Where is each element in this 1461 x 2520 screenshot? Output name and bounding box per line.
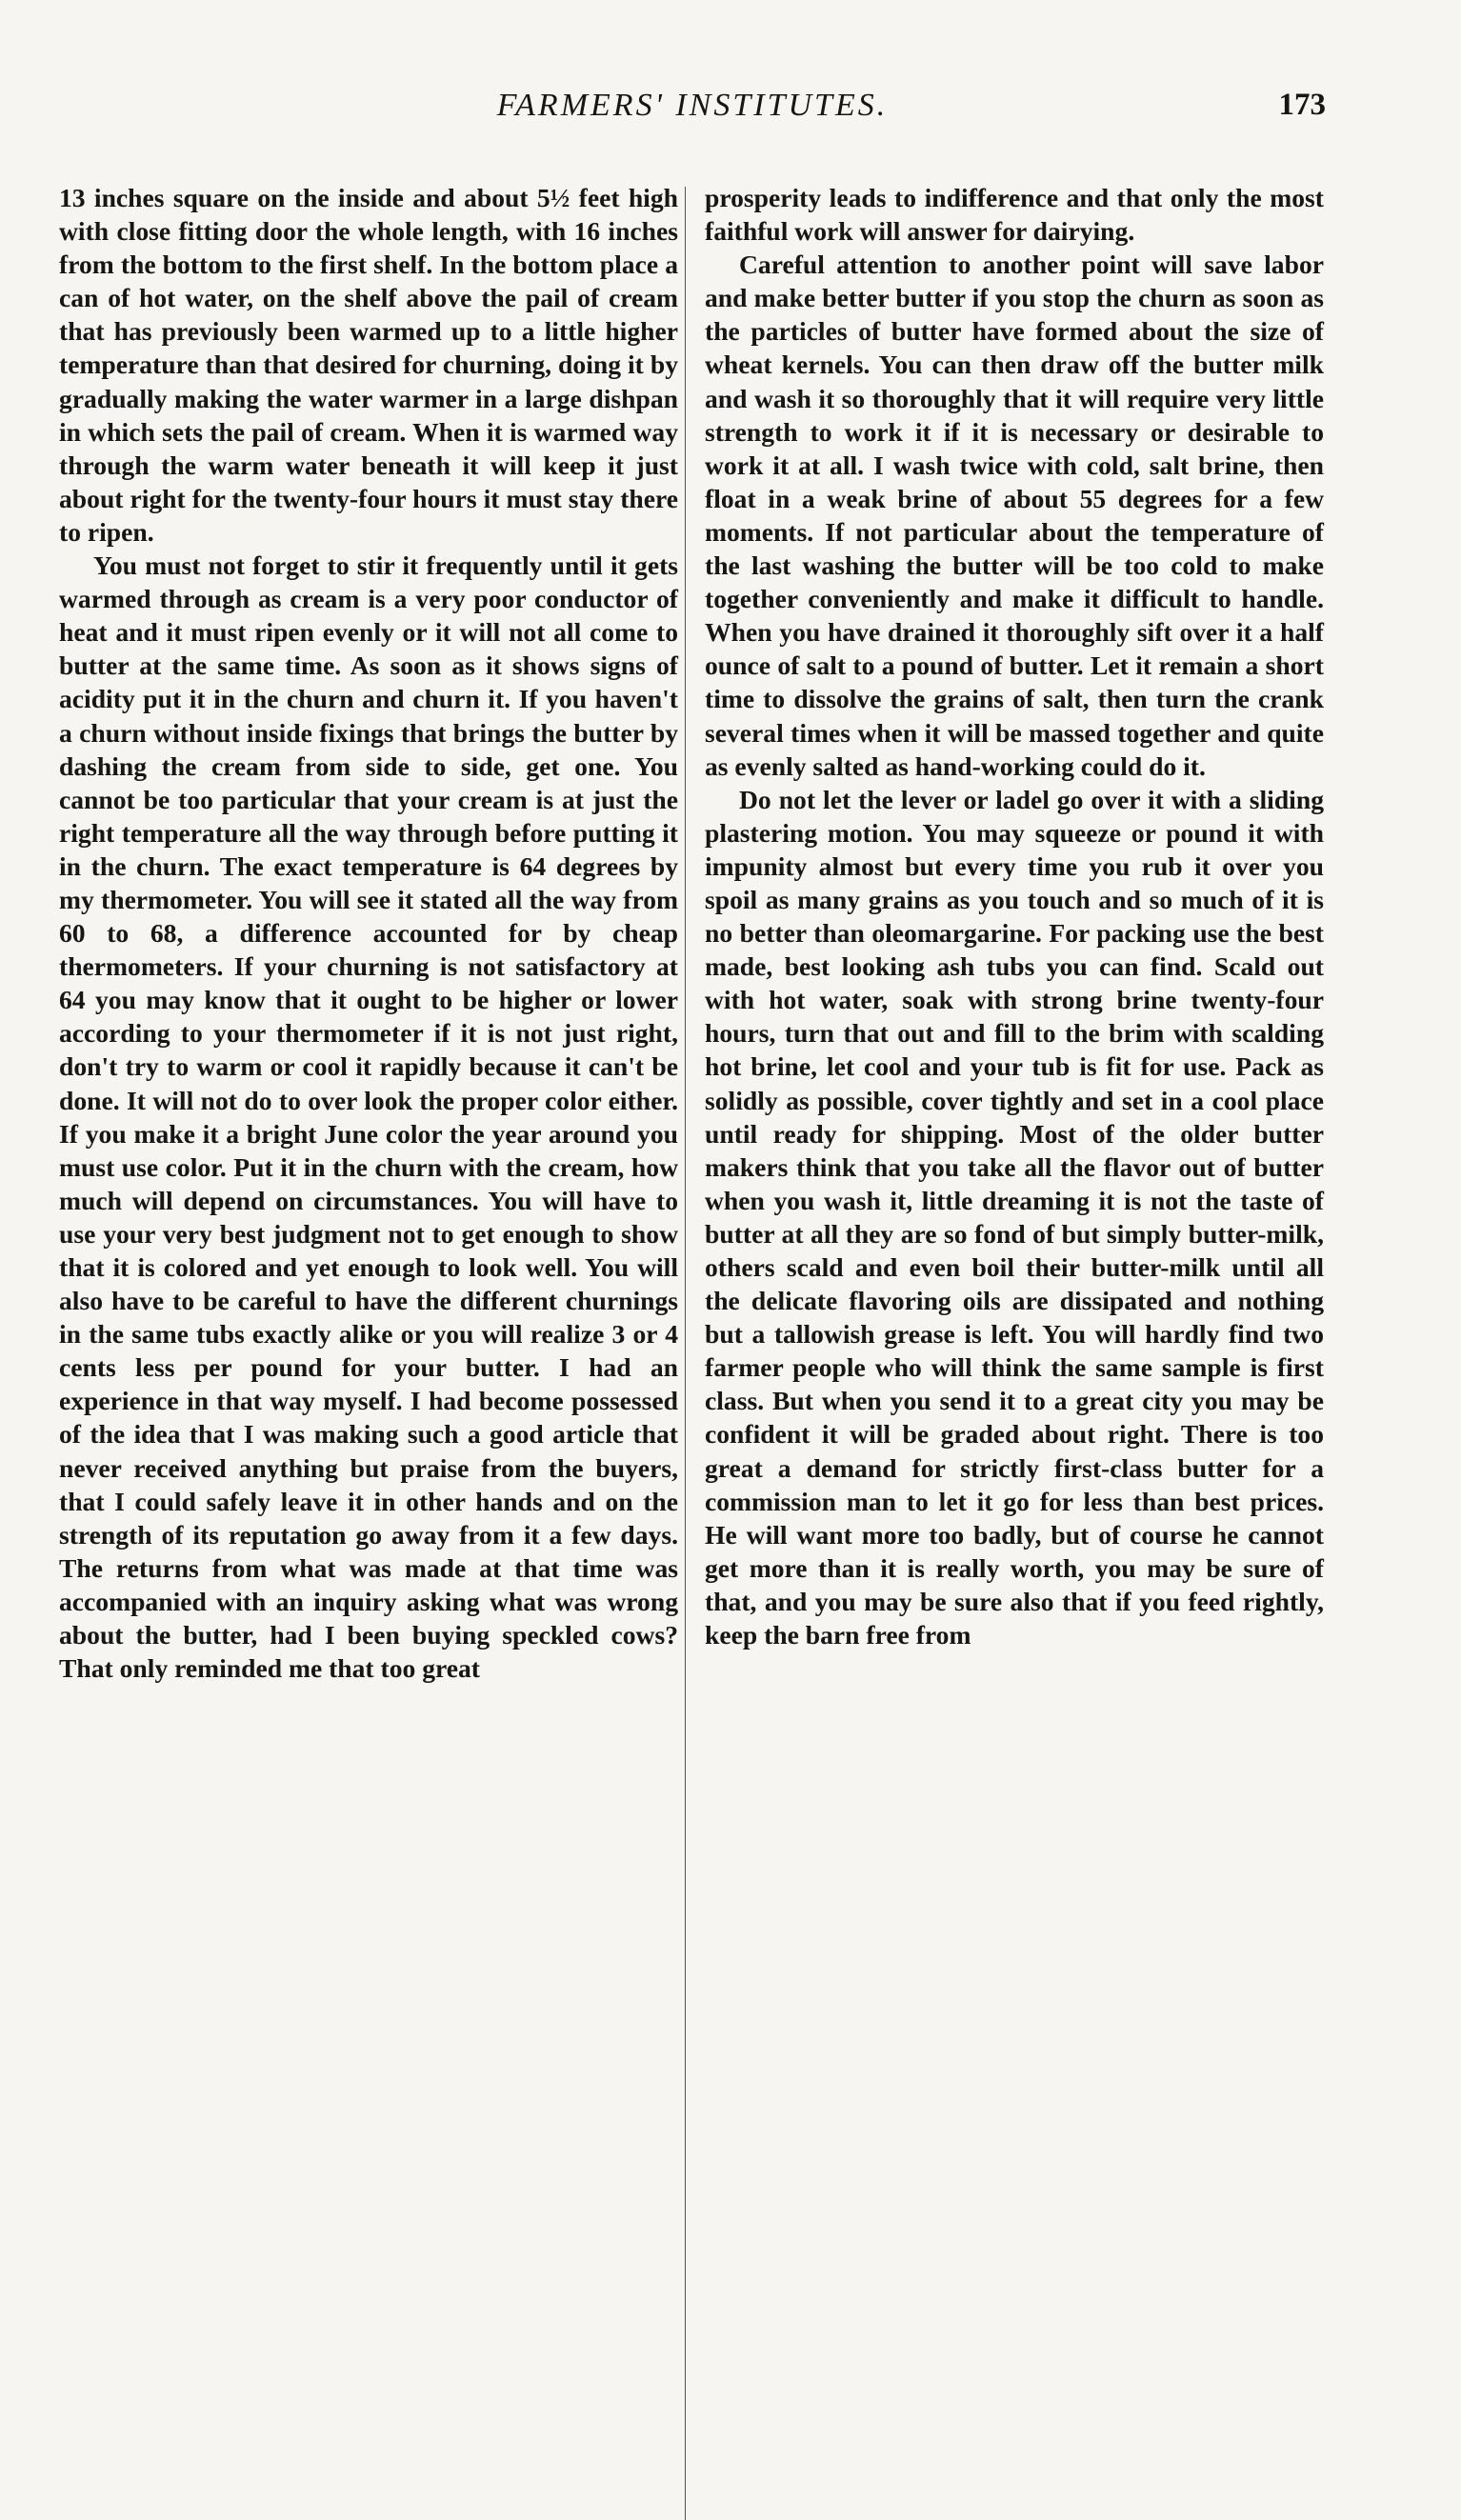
paragraph: Careful attention to another point will save labor and make better butter if you stop the churn as soon as the particles of butter have formed about the size of wheat kernels. You can then draw off the butter milk and wash it so thoroughly that it will require very little strength to work it if it is necessary or desirable to work it at all. I wash twice with cold, salt brine, then float in a weak brine of about 55 degrees for a few moments. If not particular about the temperature of the last washing the butter will be too cold to make together conveniently and make it difficult to handle. When you have drained it thoroughly sift over it a half ounce of salt to a pound of butter. Let it remain a short time to dissolve the grains of salt, then turn the crank several times when it will be massed together and quite as evenly salted as hand-working could do it. [705, 250, 1324, 781]
column-divider [685, 187, 686, 2520]
page-number: 173 [1278, 88, 1326, 122]
paragraph: 13 inches square on the inside and about 5½ feet high with close fitting door the whole length, with 16 inches from the bottom to the first shelf. In the bottom place a can of hot water, on the shelf above the pail of cream that has previously been warmed up to a little higher temperature than that desired for churning, doing it by gradually making the water warmer in a large dishpan in which sets the pail of cream. When it is warmed way through the warm water beneath it will keep it just about right for the twenty-four hours it must stay there to ripen. [59, 183, 678, 547]
right-column [705, 181, 1324, 1651]
running-title: FARMERS' INSTITUTES. [496, 88, 889, 123]
paragraph: Do not let the lever or ladel go over it with a sliding plastering motion. You may squeeze or pound it with impunity almost but every time you rub it over you spoil as many grains as you touch and so much of it is no better than oleomargarine. For packing use the best made, best looking ash tubs you can find. Scald out with hot water, soak with strong brine twenty-four hours, turn that out and fill to the brim with scalding hot brine, let cool and your tub is fit for use. Pack as solidly as possible, cover tightly and set in a cool place until ready for shipping. Most of the older butter makers think that you take all the flavor out of butter when you wash it, little dreaming it is not the taste of butter at all they are so fond of but simply butter-milk, others scald and even boil their butter-milk until all the delicate flavoring oils are dissipated and nothing but a tallowish grease is left. You will hardly find two farmer people who will think the same sample is first class. But when you send it to a great city you may be confident it will be graded about right. There is too great a demand for strictly first-class butter for a commission man to let it go for less than best prices. He will want more too badly, but of course he cannot get more than it is really worth, you may be sure of that, and you may be sure also that if you feed rightly, keep the barn free from [705, 784, 1324, 1650]
left-column [59, 181, 678, 1685]
paragraph: prosperity leads to indifference and that only the most faithful work will answer for dairying. [705, 183, 1324, 247]
paragraph: You must not forget to stir it frequently until it gets warmed through as cream is a very poor conductor of heat and it must ripen evenly or it will not all come to butter at the same time. As soon as it shows signs of acidity put it in the churn and churn it. If you haven't a churn without inside fixings that brings the butter by dashing the cream from side to side, get one. You cannot be too particular that your cream is at just the right temperature all the way through before putting it in the churn. The exact temperature is 64 degrees by my thermometer. You will see it stated all the way from 60 to 68, a difference accounted for by cheap thermometers. If your churning is not satisfactory at 64 you may know that it ought to be higher or lower according to your thermometer if it is not just right, don't try to warm or cool it rapidly because it can't be done. It will not do to over look the proper color either. If you make it a bright June color the year around you must use color. Put it in the churn with the cream, how much will depend on circumstances. You will have to use your very best judgment not to get enough to show that it is colored and yet enough to look well. You will also have to be careful to have the different churnings in the same tubs exactly alike or you will realize 3 or 4 cents less per pound for your butter. I had an experience in that way myself. I had become possessed of the idea that I was making such a good article that never received anything but praise from the buyers, that I could safely leave it in other hands and on the strength of its reputation go away from it a few days. The returns from what was made at that time was accompanied with an inquiry asking what was wrong about the butter, had I been buying speckled cows? That only reminded me that too great [59, 550, 678, 1684]
page-header [59, 88, 1326, 135]
